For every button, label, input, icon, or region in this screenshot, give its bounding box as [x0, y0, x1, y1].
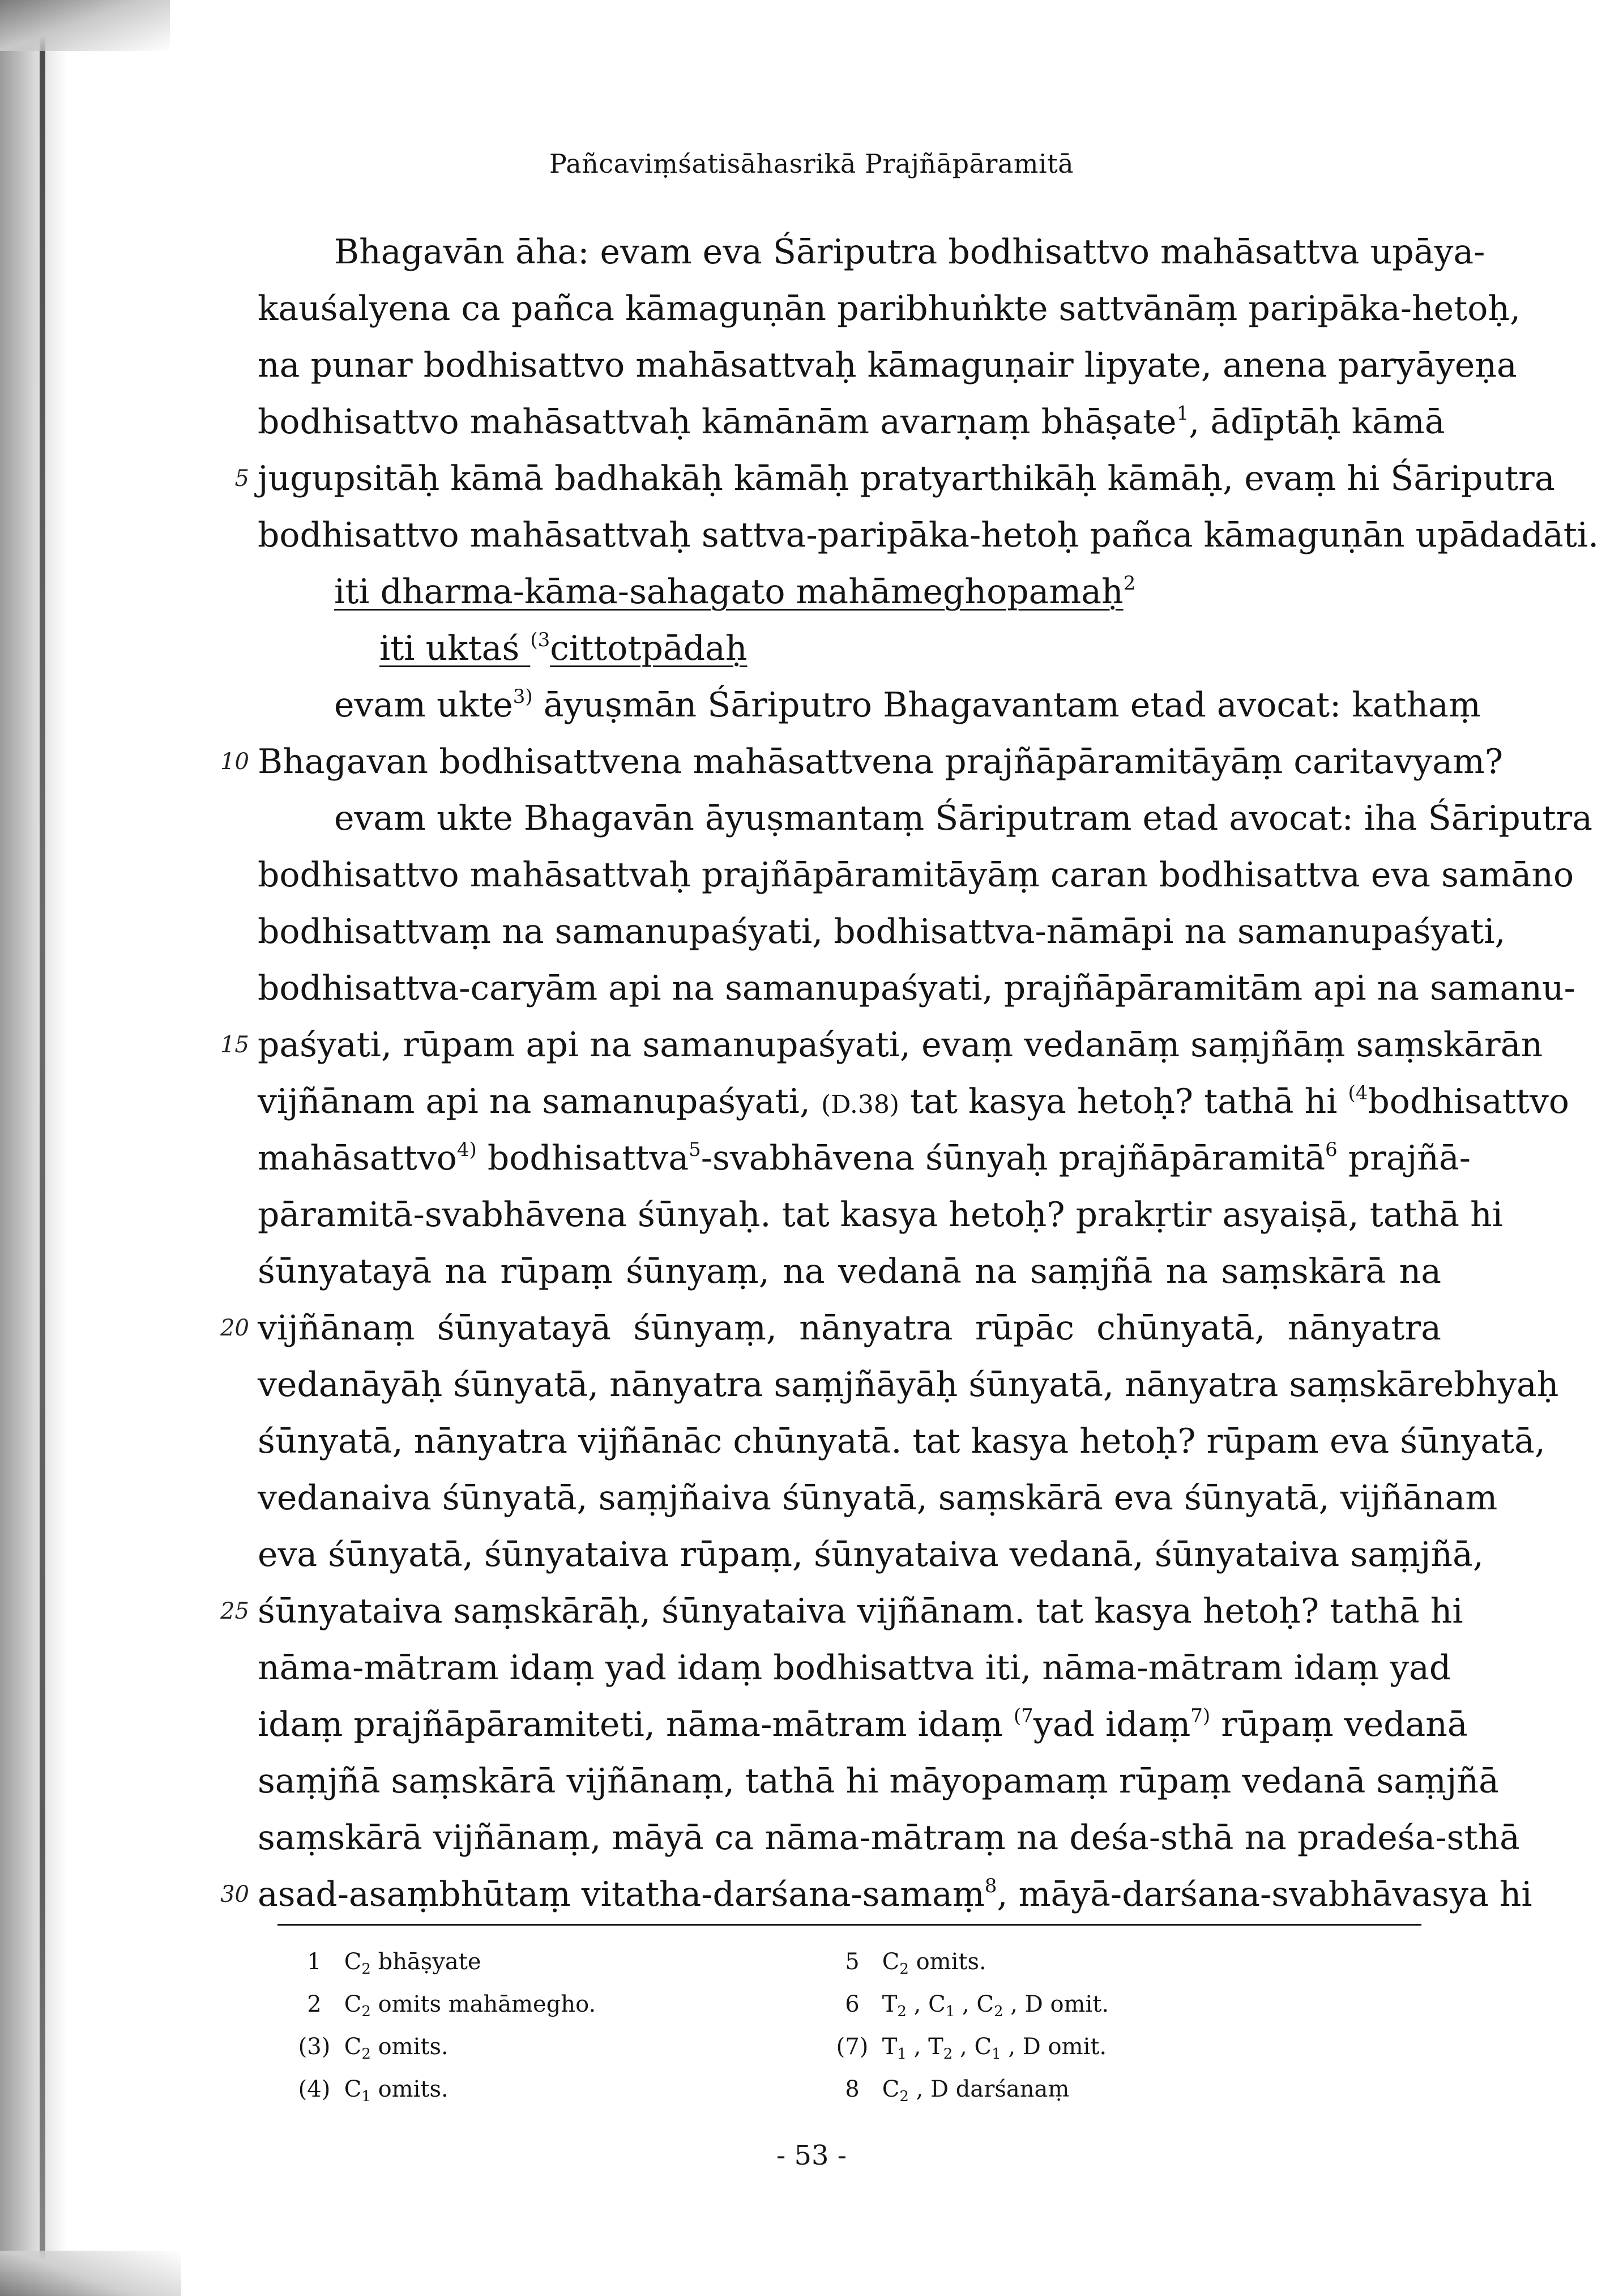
edition-page-ref: (D.38): [821, 1090, 900, 1119]
footnote: (7) $T_1$ , $T_2$ , $C_1$ , D omit.: [836, 2034, 1107, 2063]
footnote-ref: (4: [1348, 1082, 1368, 1104]
line-number: 30: [220, 1881, 249, 1907]
footnote-ref: (7: [1013, 1705, 1033, 1727]
text-line-7: iti dharma-kāma-sahagato mahāmeghopamaḥ$^2$: [334, 572, 1136, 612]
line-number: 25: [220, 1598, 249, 1624]
text-line-8: iti uktaś $^{(3}$cittotpādaḥ: [379, 629, 748, 668]
footnote: 1 $C_2$ bhāṣyate: [307, 1949, 481, 1978]
line-number: 10: [220, 749, 249, 775]
footnote: (4) $C_1$ omits.: [298, 2076, 449, 2105]
footnote: 2 $C_2$ omits mahāmegho.: [307, 1991, 596, 2020]
text-line-15: paśyati, rūpam api na samanupaśyati, evaṃ vedanāṃ saṃjñāṃ saṃskārān: [258, 1025, 1543, 1065]
text-line-10: Bhagavan bodhisattvena mahāsattvena prajñāpāramitāyāṃ caritavyam?: [258, 742, 1504, 782]
text-line-14: bodhisattva-caryām api na samanupaśyati, prajñāpāramitām api na samanu-: [258, 968, 1575, 1008]
footnote-ref: 1: [1176, 402, 1189, 425]
text-line-20: vijñānaṃ śūnyatayā śūnyaṃ, nānyatra rūpāc chūnyatā, nānyatra: [258, 1308, 1441, 1348]
text-line-24: eva śūnyatā, śūnyataiva rūpaṃ, śūnyataiva vedanā, śūnyataiva saṃjñā,: [258, 1535, 1484, 1574]
scan-corner-top: [0, 0, 170, 51]
text-line-30: asad-asaṃbhūtaṃ vitatha-darśana-samaṃ$^8$, māyā-darśana-svabhāvasya hi: [258, 1875, 1532, 1914]
text-line-29: saṃskārā vijñānaṃ, māyā ca nāma-mātraṃ na deśa-sthā na pradeśa-sthā: [258, 1818, 1520, 1858]
text-line-11: evam ukte Bhagavān āyuṣmantaṃ Śāriputram etad avocat: iha Śāriputra: [334, 799, 1592, 838]
text-line-9: evam ukte$^{3)}$ āyuṣmān Śāriputro Bhagavantam etad avocat: kathaṃ: [334, 685, 1481, 725]
text-line-13: bodhisattvaṃ na samanupaśyati, bodhisattva-nāmāpi na samanupaśyati,: [258, 912, 1506, 951]
footnote: 8 $C_2$ , D darśanaṃ: [845, 2076, 1070, 2105]
text-line-23: vedanaiva śūnyatā, saṃjñaiva śūnyatā, saṃskārā eva śūnyatā, vijñānam: [258, 1478, 1498, 1518]
footnote-ref: 8: [984, 1875, 997, 1897]
text-line-4: bodhisattvo mahāsattvaḥ kāmānām avarṇaṃ bhāṣate$^1$, ādīptāḥ kāmā: [258, 402, 1445, 442]
text-line-28: saṃjñā saṃskārā vijñānaṃ, tathā hi māyopamaṃ rūpaṃ vedanā saṃjñā: [258, 1761, 1499, 1801]
footnote-ref: (3: [530, 629, 550, 651]
text-line-21: vedanāyāḥ śūnyatā, nānyatra saṃjñāyāḥ śūnyatā, nānyatra saṃskārebhyaḥ: [258, 1365, 1559, 1405]
text-line-12: bodhisattvo mahāsattvaḥ prajñāpāramitāyāṃ caran bodhisattva eva samāno: [258, 855, 1574, 895]
footnote-ref: 2: [1123, 572, 1136, 595]
text-line-17: mahāsattvo$^{4)}$ bodhisattva$^5$-svabhāvena śūnyaḥ prajñāpāramitā$^6$ prajñā-: [258, 1138, 1471, 1178]
text-line-5: jugupsitāḥ kāmā badhakāḥ kāmāḥ pratyarthikāḥ kāmāḥ, evaṃ hi Śāriputra: [258, 459, 1555, 498]
text-line-6: bodhisattvo mahāsattvaḥ sattva-paripāka-hetoḥ pañca kāmaguṇān upādadāti.: [258, 515, 1599, 555]
line-number: 15: [220, 1032, 249, 1058]
text-line-2: kauśalyena ca pañca kāmaguṇān paribhuṅkte sattvānāṃ paripāka-hetoḥ,: [258, 289, 1521, 328]
text-line-22: śūnyatā, nānyatra vijñānāc chūnyatā. tat kasya hetoḥ? rūpam eva śūnyatā,: [258, 1422, 1545, 1461]
scan-corner-bottom: [0, 2251, 181, 2296]
running-head: Pañcaviṃśatisāhasrikā Prajñāpāramitā: [549, 148, 1074, 179]
line-number: 20: [220, 1315, 249, 1341]
scan-binding-shadow: [0, 0, 68, 2296]
footnote-ref: 3): [512, 685, 533, 708]
text-line-26: nāma-mātram idaṃ yad idaṃ bodhisattva iti, nāma-mātram idaṃ yad: [258, 1648, 1451, 1688]
text-line-27: idaṃ prajñāpāramiteti, nāma-mātram idaṃ $^{(7}$yad idaṃ$^{7)}$ rūpaṃ vedanā: [258, 1705, 1468, 1744]
scan-binding-band: [40, 0, 45, 2296]
line-number: 5: [234, 466, 249, 492]
footnote-rule: [277, 1924, 1421, 1926]
footnote-ref: 4): [456, 1138, 477, 1161]
text-line-25: śūnyataiva saṃskārāḥ, śūnyataiva vijñānam. tat kasya hetoḥ? tathā hi: [258, 1591, 1463, 1631]
text-line-3: na punar bodhisattvo mahāsattvaḥ kāmaguṇair lipyate, anena paryāyeṇa: [258, 345, 1517, 385]
text-line-19: śūnyatayā na rūpaṃ śūnyaṃ, na vedanā na saṃjñā na saṃskārā na: [258, 1252, 1441, 1291]
text-line-1: Bhagavān āha: evam eva Śāriputra bodhisattvo mahāsattva upāya-: [334, 232, 1485, 272]
text-line-16: vijñānam api na samanupaśyati, (D.38) tat kasya hetoḥ? tathā hi $^{(4}$bodhisattvo: [258, 1082, 1569, 1121]
page-number: - 53 -: [776, 2140, 847, 2171]
footnote-ref: 6: [1325, 1138, 1338, 1161]
footnote: (3) $C_2$ omits.: [298, 2034, 449, 2063]
footnote: 5 $C_2$ omits.: [845, 1949, 986, 1978]
footnote-ref: 5: [689, 1138, 701, 1161]
text-line-18: pāramitā-svabhāvena śūnyaḥ. tat kasya hetoḥ? prakṛtir asyaiṣā, tathā hi: [258, 1195, 1503, 1235]
footnote-ref: 7): [1190, 1705, 1211, 1727]
footnote: 6 $T_2$ , $C_1$ , $C_2$ , D omit.: [845, 1991, 1109, 2020]
